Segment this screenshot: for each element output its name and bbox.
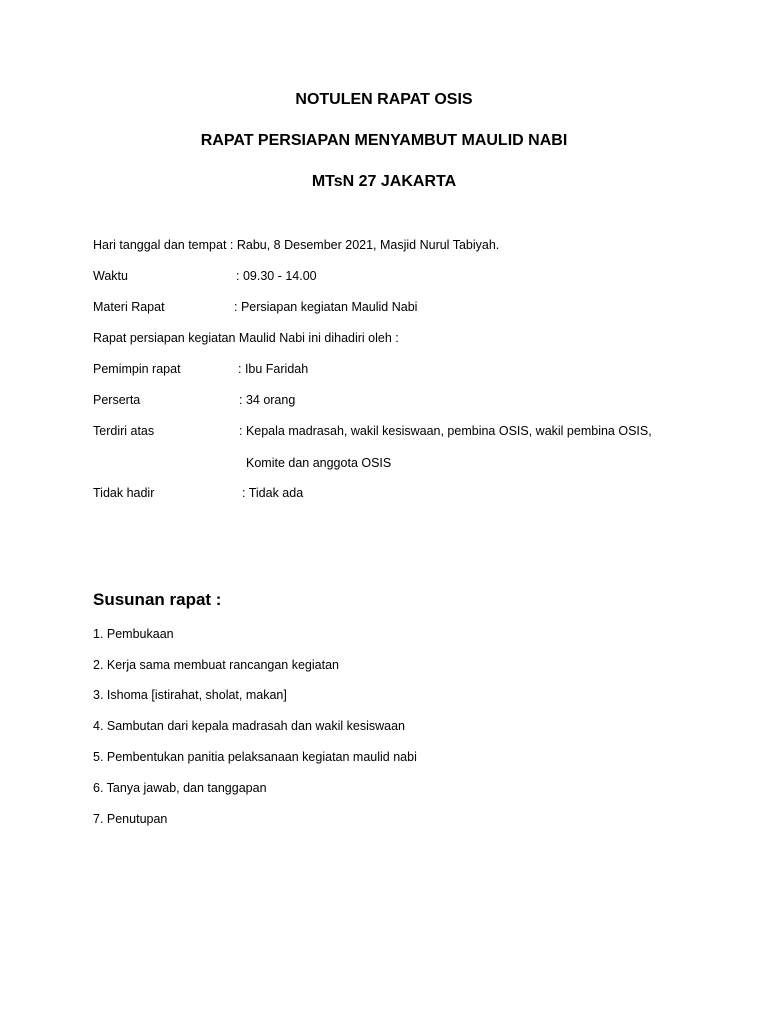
consists-label: Terdiri atas xyxy=(93,424,155,438)
topic-label: Materi Rapat xyxy=(93,300,165,314)
agenda-item: 2. Kerja sama membuat rancangan kegiatan xyxy=(93,658,339,672)
detail-row-time xyxy=(93,268,317,284)
place-value: : Rabu, 8 Desember 2021, Masjid Nurul Tabiyah. xyxy=(229,238,500,252)
leader-value: : Ibu Faridah xyxy=(238,362,309,376)
agenda-item: 3. Ishoma [istirahat, sholat, makan] xyxy=(93,688,287,702)
agenda-item: 5. Pembentukan panitia pelaksanaan kegiatan maulid nabi xyxy=(93,750,417,764)
document-title: NOTULEN RAPAT OSIS xyxy=(295,91,473,108)
detail-row-place xyxy=(93,237,499,253)
place-label: Hari tanggal dan tempat xyxy=(93,238,227,252)
detail-row-participants xyxy=(93,392,296,408)
detail-row-absent xyxy=(93,485,304,501)
agenda-item: 6. Tanya jawab, dan tanggapan xyxy=(93,781,267,795)
school-name: MTsN 27 JAKARTA xyxy=(311,173,457,190)
agenda-item: 4. Sambutan dari kepala madrasah dan wakil kesiswaan xyxy=(93,719,405,733)
agenda-heading: Susunan rapat : xyxy=(93,590,222,609)
consists-value-line1: : Kepala madrasah, wakil kesiswaan, pembina OSIS, wakil pembina OSIS, xyxy=(239,424,652,438)
agenda-item: 7. Penutupan xyxy=(93,812,168,826)
participants-label: Perserta xyxy=(93,393,141,407)
agenda-item: 1. Pembukaan xyxy=(93,627,174,641)
absent-label: Tidak hadir xyxy=(93,486,155,500)
absent-value: : Tidak ada xyxy=(242,486,304,500)
detail-row-topic xyxy=(93,299,418,315)
consists-value-line2: Komite dan anggota OSIS xyxy=(246,456,392,470)
time-value: : 09.30 - 14.00 xyxy=(236,269,317,283)
time-label: Waktu xyxy=(93,269,128,283)
detail-row-leader xyxy=(93,361,309,377)
participants-value: : 34 orang xyxy=(239,393,296,407)
detail-row-consists xyxy=(93,423,652,439)
document-subtitle: RAPAT PERSIAPAN MENYAMBUT MAULID NABI xyxy=(200,132,568,149)
attended-intro: Rapat persiapan kegiatan Maulid Nabi ini dihadiri oleh : xyxy=(93,331,399,345)
leader-label: Pemimpin rapat xyxy=(93,362,181,376)
topic-value: : Persiapan kegiatan Maulid Nabi xyxy=(234,300,418,314)
